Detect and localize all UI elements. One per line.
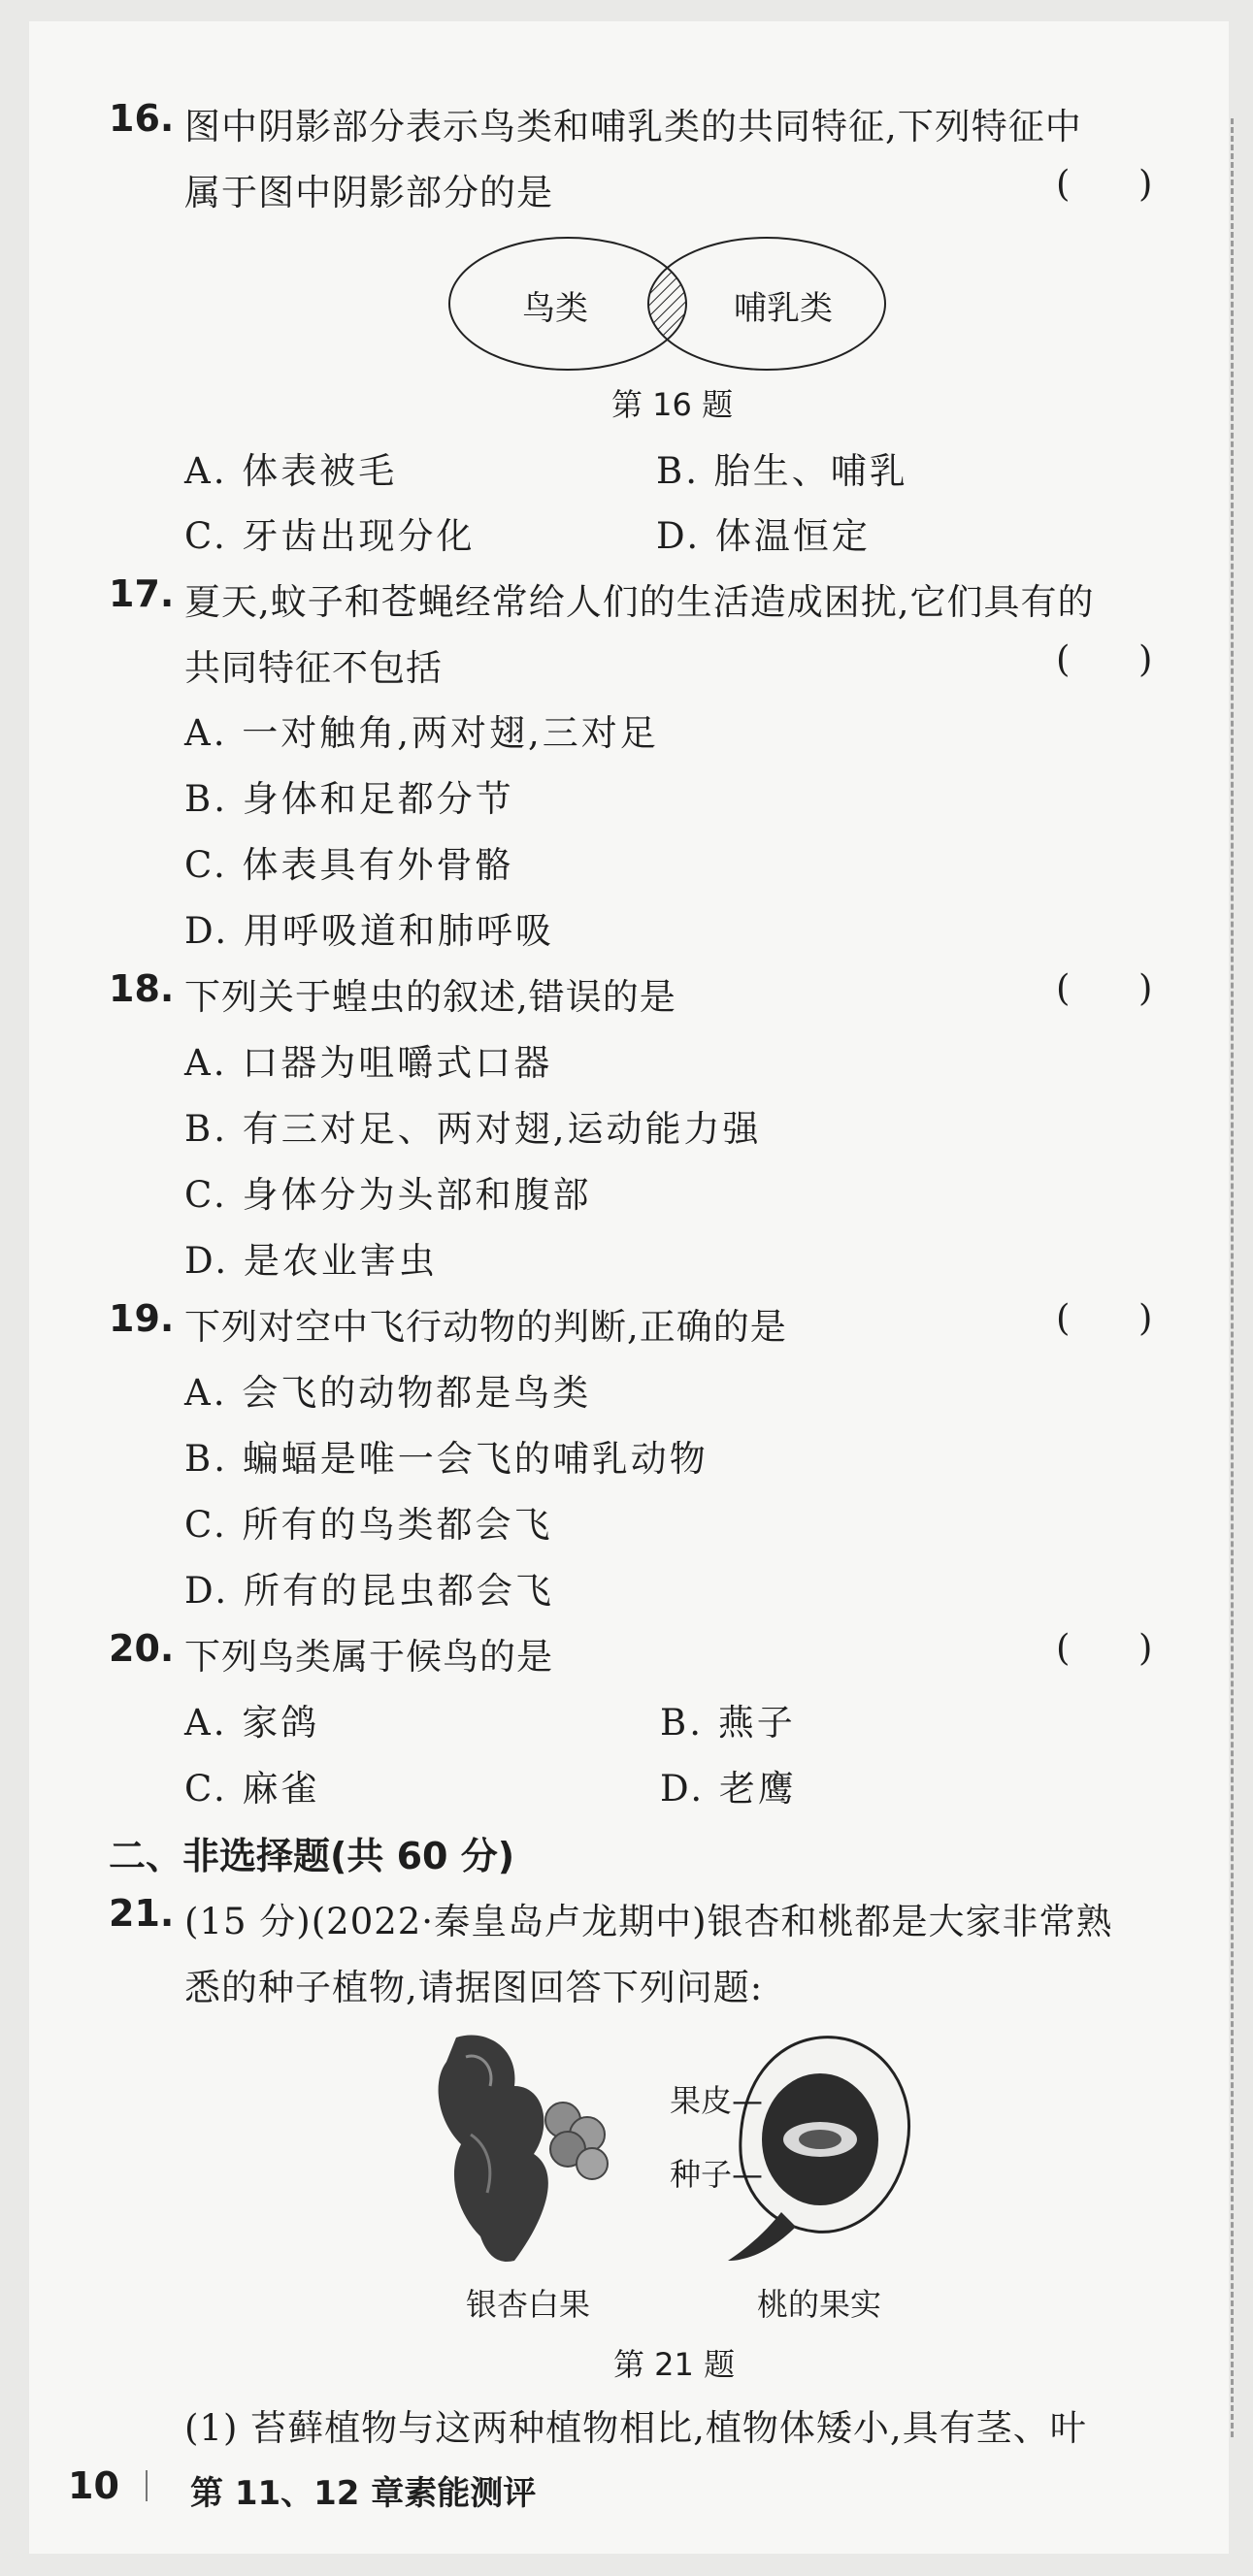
q19-number: 19. <box>109 1297 175 1340</box>
q20-option-c[interactable]: C. 麻雀 <box>184 1768 320 1810</box>
page-number: 10 <box>68 2464 119 2507</box>
q20-stem: 下列鸟类属于候鸟的是 <box>184 1636 553 1678</box>
margin-dashed-rule <box>1231 118 1234 2437</box>
q17-stem-line1: 夏天,蚊子和苍蝇经常给人们的生活造成困扰,它们具有的 <box>184 581 1095 623</box>
q18-option-d[interactable]: D. 是农业害虫 <box>184 1240 438 1282</box>
q18-option-c[interactable]: C. 身体分为头部和腹部 <box>184 1174 592 1216</box>
q18-answer-blank[interactable]: ( ) <box>1056 967 1153 1009</box>
q16-option-c[interactable]: C. 牙齿出现分化 <box>184 515 476 557</box>
q20-number: 20. <box>109 1627 175 1670</box>
q21-stem-line1: (15 分)(2022·秦皇岛卢龙期中)银杏和桃都是大家非常熟 <box>184 1901 1113 1942</box>
q20-option-d[interactable]: D. 老鹰 <box>660 1768 797 1810</box>
q18-number: 18. <box>109 967 175 1010</box>
ginkgo-caption: 银杏白果 <box>466 2286 591 2323</box>
peach-caption: 桃的果实 <box>757 2286 882 2323</box>
q19-option-b[interactable]: B. 蝙蝠是唯一会飞的哺乳动物 <box>184 1438 709 1480</box>
q21-number: 21. <box>109 1892 175 1935</box>
q17-option-d[interactable]: D. 用呼吸道和肺呼吸 <box>184 910 554 952</box>
peach-peel-label: 果皮— <box>670 2082 764 2119</box>
ginkgo-fruit-illustration <box>427 2028 631 2270</box>
q20-option-b[interactable]: B. 燕子 <box>660 1702 796 1744</box>
q19-option-d[interactable]: D. 所有的昆虫都会飞 <box>184 1570 554 1612</box>
q20-option-a[interactable]: A. 家鸽 <box>184 1702 320 1744</box>
q16-caption: 第 16 题 <box>611 386 734 423</box>
q18-option-b[interactable]: B. 有三对足、两对翅,运动能力强 <box>184 1108 762 1150</box>
q17-option-b[interactable]: B. 身体和足都分节 <box>184 778 514 820</box>
footer-divider <box>146 2470 148 2501</box>
q17-stem-line2: 共同特征不包括 <box>184 647 443 689</box>
peach-fruit-illustration <box>723 2028 917 2270</box>
q16-number: 16. <box>109 97 175 140</box>
q20-answer-blank[interactable]: ( ) <box>1056 1627 1153 1669</box>
q17-option-a[interactable]: A. 一对触角,两对翅,三对足 <box>184 712 659 754</box>
peach-seed-label: 种子— <box>670 2156 764 2193</box>
q16-stem-line1: 图中阴影部分表示鸟类和哺乳类的共同特征,下列特征中 <box>184 106 1082 147</box>
venn-left-label: 鸟类 <box>522 289 588 328</box>
q16-option-a[interactable]: A. 体表被毛 <box>184 450 398 492</box>
q17-option-c[interactable]: C. 体表具有外骨骼 <box>184 844 514 886</box>
q16-stem-line2: 属于图中阴影部分的是 <box>184 172 553 213</box>
q19-option-a[interactable]: A. 会飞的动物都是鸟类 <box>184 1372 592 1414</box>
q18-stem: 下列关于蝗虫的叙述,错误的是 <box>184 976 676 1018</box>
q19-answer-blank[interactable]: ( ) <box>1056 1297 1153 1339</box>
q21-caption: 第 21 题 <box>613 2346 736 2383</box>
q19-stem: 下列对空中飞行动物的判断,正确的是 <box>184 1306 787 1348</box>
q19-option-c[interactable]: C. 所有的鸟类都会飞 <box>184 1504 553 1546</box>
q18-option-a[interactable]: A. 口器为咀嚼式口器 <box>184 1042 553 1084</box>
q17-number: 17. <box>109 572 175 615</box>
q16-option-d[interactable]: D. 体温恒定 <box>656 515 871 557</box>
q21-stem-line2: 悉的种子植物,请据图回答下列问题: <box>184 1967 764 2008</box>
chapter-title: 第 11、12 章素能测评 <box>190 2474 537 2513</box>
q17-answer-blank[interactable]: ( ) <box>1056 638 1153 680</box>
section-heading: 二、非选择题(共 60 分) <box>109 1835 515 1877</box>
venn-right-label: 哺乳类 <box>734 289 833 328</box>
q16-answer-blank[interactable]: ( ) <box>1056 163 1153 205</box>
q21-subquestion-1: (1) 苔藓植物与这两种植物相比,植物体矮小,具有茎、叶 <box>184 2407 1087 2449</box>
q16-option-b[interactable]: B. 胎生、哺乳 <box>656 450 908 492</box>
